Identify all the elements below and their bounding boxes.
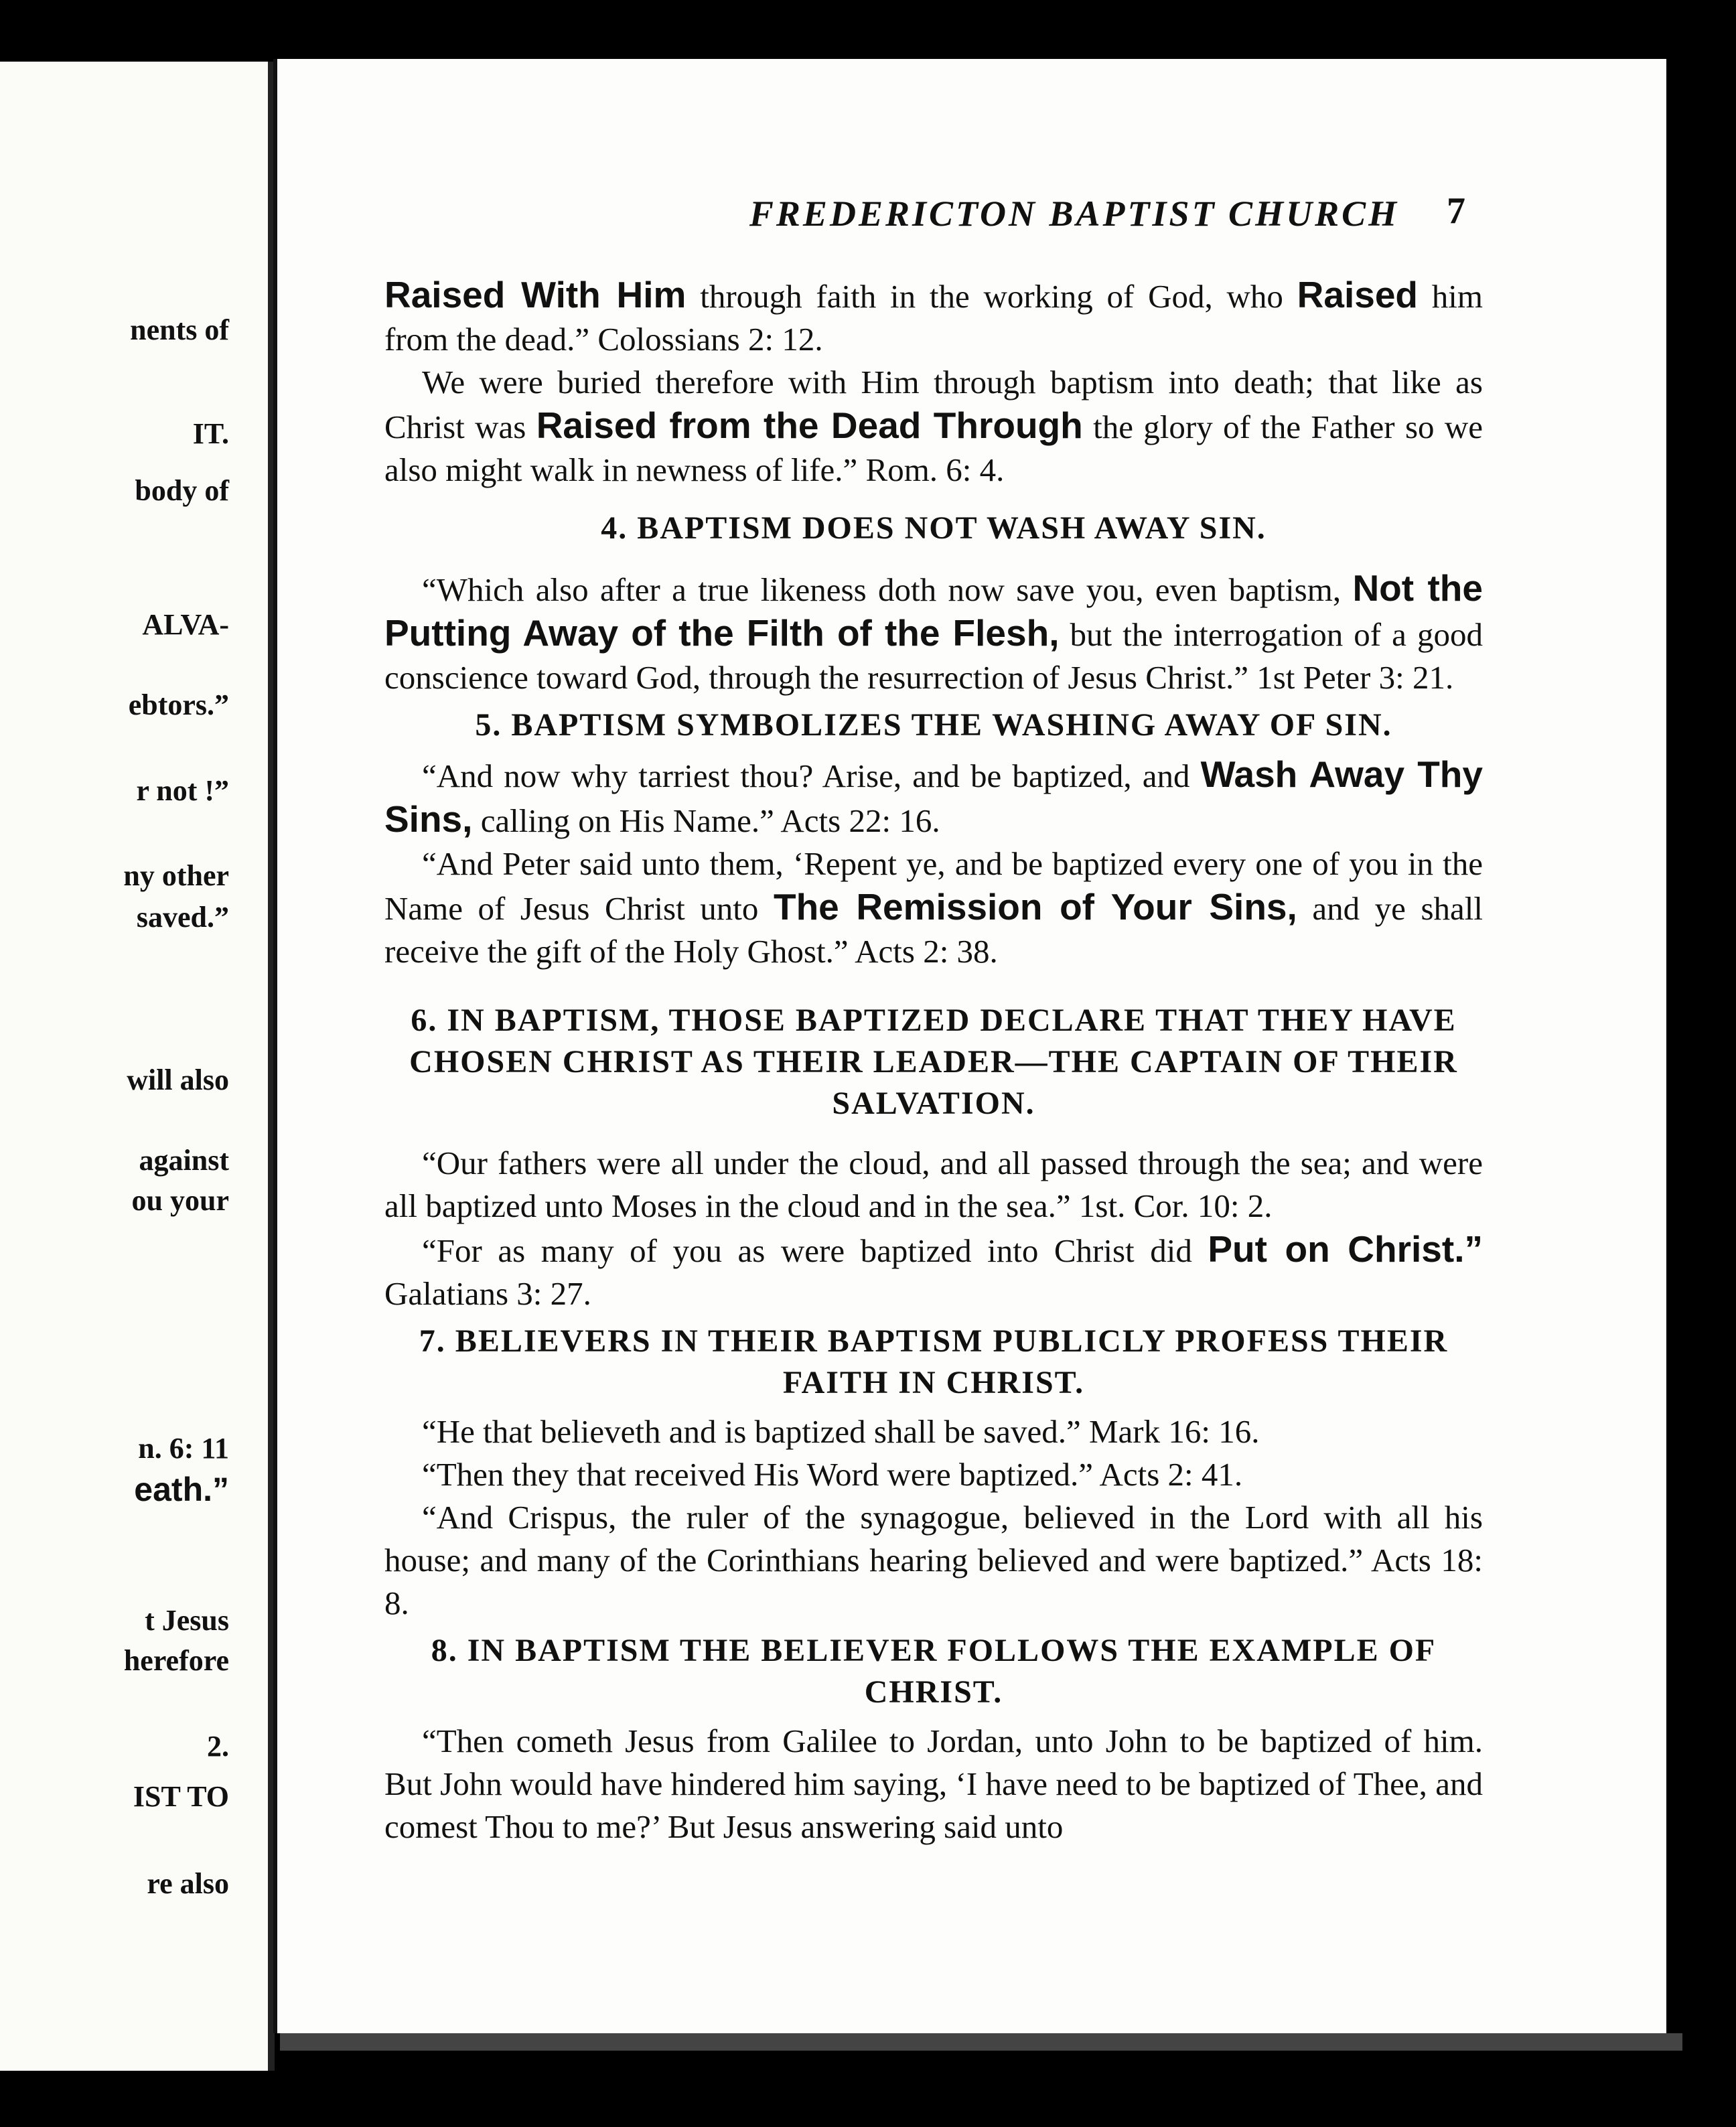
- section-heading-8: 8. IN BAPTISM THE BELIEVER FOLLOWS THE EXAMPLE OF CHRIST.: [431, 1633, 1437, 1710]
- left-page-line: re also: [147, 1867, 229, 1900]
- emphasis: Raised: [1297, 274, 1419, 315]
- emphasis: Wash Away Thy Sins,: [384, 753, 1483, 840]
- paragraph-corinthians: [384, 1142, 1483, 1228]
- left-page-line: n. 6: 11: [138, 1432, 229, 1465]
- section-heading-4: 4. BAPTISM DOES NOT WASH AWAY SIN.: [601, 510, 1267, 546]
- left-page-line: ALVA-: [142, 608, 229, 641]
- paragraph-romans: [384, 361, 1483, 492]
- paragraph-peter: [384, 567, 1483, 699]
- paragraph-colossians: [384, 273, 1483, 361]
- left-page-line: eath.”: [134, 1471, 229, 1508]
- left-page-line: herefore: [123, 1644, 229, 1677]
- text: Galatians 3: 27.: [384, 1275, 591, 1312]
- page-body: [384, 273, 1483, 1848]
- text: him from the dead.” Colossians 2: 12.: [384, 278, 1483, 358]
- text: through faith in the working of God, who: [686, 278, 1297, 315]
- text: but the interrogation of a good conscience toward God, through the resurrection of Jesus Christ.” 1st Peter 3: 21.: [384, 616, 1483, 696]
- left-page-line: 2.: [207, 1730, 229, 1763]
- paragraph-galatians: [384, 1228, 1483, 1315]
- section-heading-5: 5. BAPTISM SYMBOLIZES THE WASHING AWAY OF SIN.: [475, 707, 1392, 743]
- page-number: 7: [1447, 190, 1465, 232]
- text: We were buried therefore with Him through baptism into death; that like as Christ was: [384, 364, 1483, 445]
- section-heading-7: 7. BELIEVERS IN THEIR BAPTISM PUBLICLY PROFESS THEIR FAITH IN CHRIST.: [419, 1323, 1449, 1400]
- emphasis: The Remission of Your Sins,: [773, 886, 1297, 928]
- left-page-line: ny other: [123, 859, 229, 892]
- emphasis: Not the Putting Away of the Filth of the Flesh,: [384, 567, 1483, 654]
- left-page-line: will also: [127, 1064, 229, 1096]
- paragraph-acts-22: [384, 753, 1483, 842]
- left-page-line: ou your: [131, 1184, 229, 1217]
- text: “For as many of you as were baptized into Christ did: [422, 1232, 1208, 1269]
- left-page-line: IST TO: [133, 1780, 229, 1813]
- left-page-line: r not !”: [136, 774, 229, 807]
- text: and ye shall receive the gift of the Holy Ghost.” Acts 2: 38.: [384, 890, 1484, 970]
- emphasis: Raised With Him: [384, 274, 686, 315]
- running-header: FREDERICTON BAPTIST CHURCH: [749, 194, 1400, 234]
- text: “And now why tarriest thou? Arise, and be baptized, and: [422, 757, 1201, 794]
- paragraph-acts-2-41: “Then they that received His Word were baptized.” Acts 2: 41.: [422, 1456, 1243, 1493]
- emphasis: Put on Christ.”: [1208, 1228, 1483, 1270]
- paragraph-acts-18: “And Crispus, the ruler of the synagogue, believed in the Lord with all his house; and many of the Corinthians hearing believed and were baptized.” Acts 18: 8.: [384, 1499, 1483, 1621]
- section-heading-6: 6. IN BAPTISM, THOSE BAPTIZED DECLARE THAT THEY HAVE CHOSEN CHRIST AS THEIR LEADER—THE CAPTAIN OF THEIR SALVATION.: [409, 1003, 1458, 1121]
- text: calling on His Name.” Acts 22: 16.: [472, 802, 940, 839]
- left-page-line: nents of: [130, 313, 229, 346]
- text: “And Peter said unto them, ‘Repent ye, and be baptized every one of you in the Name of Jesus Christ unto: [384, 845, 1483, 927]
- paragraph-acts-2: [384, 842, 1483, 973]
- emphasis: Raised from the Dead Through: [536, 405, 1083, 446]
- paragraph-mark: “He that believeth and is baptized shall be saved.” Mark 16: 16.: [422, 1413, 1260, 1450]
- left-page-line: IT.: [192, 417, 229, 450]
- text: the glory of the Father so we also might walk in newness of life.” Rom. 6: 4.: [384, 409, 1484, 488]
- page-edge-shadow: [280, 2033, 1682, 2051]
- left-page-line: t Jesus: [145, 1604, 229, 1637]
- left-page-line: ebtors.”: [128, 688, 229, 721]
- right-page: [273, 59, 1666, 2033]
- text: “Our fathers were all under the cloud, and all passed through the sea; and were all baptized unto Moses in the cloud and in the sea.” 1st. Cor. 10: 2.: [384, 1145, 1483, 1224]
- left-facing-page: [0, 62, 275, 2071]
- text: “Which also after a true likeness doth now save you, even baptism,: [422, 571, 1353, 608]
- left-page-line: saved.”: [136, 901, 229, 934]
- paragraph-matthew: “Then cometh Jesus from Galilee to Jordan, unto John to be baptized of him. But John would have hindered him saying, ‘I have need to be baptized of Thee, and comest Thou to me?’ But Jesus answering said unto: [384, 1722, 1483, 1845]
- left-page-line: body of: [135, 474, 229, 507]
- left-page-line: against: [139, 1144, 229, 1177]
